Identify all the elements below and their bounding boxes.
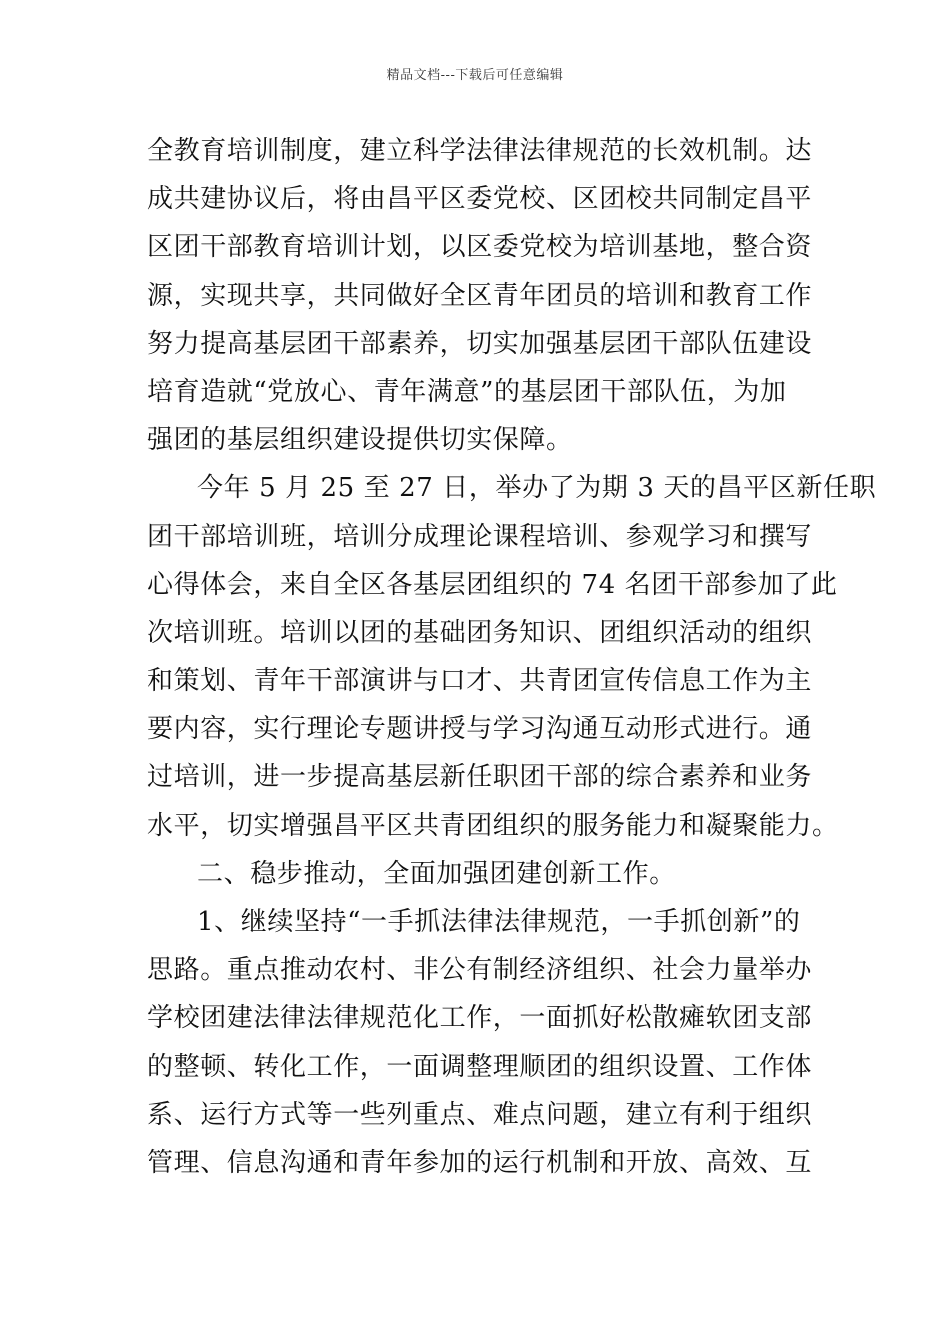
text-line: 努力提高基层团干部素养，切实加强基层团干部队伍建设	[147, 328, 813, 359]
text-line: 心得体会，来自全区各基层团组织的 74 名团干部参加了此	[147, 569, 838, 600]
text-line: 强团的基层组织建设提供切实保障。	[147, 425, 573, 456]
text-line: 团干部培训班，培训分成理论课程培训、参观学习和撰写	[147, 521, 813, 552]
text-line: 成共建协议后，将由昌平区委党校、区团校共同制定昌平	[147, 184, 813, 215]
text-line: 系、运行方式等一些列重点、难点问题，建立有利于组织	[147, 1099, 813, 1130]
page-header: 精品文档---下载后可任意编辑	[386, 68, 564, 83]
text-line: 思路。重点推动农村、非公有制经济组织、社会力量举办	[147, 955, 813, 986]
document-body	[147, 127, 877, 1187]
text-line: 学校团建法律法律规范化工作，一面抓好松散瘫软团支部	[147, 1003, 813, 1034]
text-line: 的整顿、转化工作，一面调整理顺团的组织设置、工作体	[147, 1051, 813, 1082]
text-line: 区团干部教育培训计划，以区委党校为培训基地，整合资	[147, 232, 813, 263]
text-line: 二、稳步推动，全面加强团建创新工作。	[197, 858, 676, 889]
text-line: 今年 5 月 25 至 27 日，举办了为期 3 天的昌平区新任职	[197, 473, 877, 504]
text-line: 要内容，实行理论专题讲授与学习沟通互动形式进行。通	[147, 714, 813, 745]
text-line: 过培训，进一步提高基层新任职团干部的综合素养和业务	[147, 762, 813, 793]
text-line: 培育造就“党放心、青年满意”的基层团干部队伍，为加	[147, 376, 787, 407]
text-line: 和策划、青年干部演讲与口才、共青团宣传信息工作为主	[147, 666, 813, 697]
text-line: 全教育培训制度，建立科学法律法律规范的长效机制。达	[147, 136, 813, 166]
text-line: 管理、信息沟通和青年参加的运行机制和开放、高效、互	[147, 1147, 813, 1178]
text-line: 源，实现共享，共同做好全区青年团员的培训和教育工作	[147, 280, 813, 311]
text-line: 1、继续坚持“一手抓法律法律规范，一手抓创新”的	[197, 907, 801, 937]
text-line: 水平，切实增强昌平区共青团组织的服务能力和凝聚能力。	[147, 810, 839, 841]
text-line: 次培训班。培训以团的基础团务知识、团组织活动的组织	[147, 617, 813, 648]
